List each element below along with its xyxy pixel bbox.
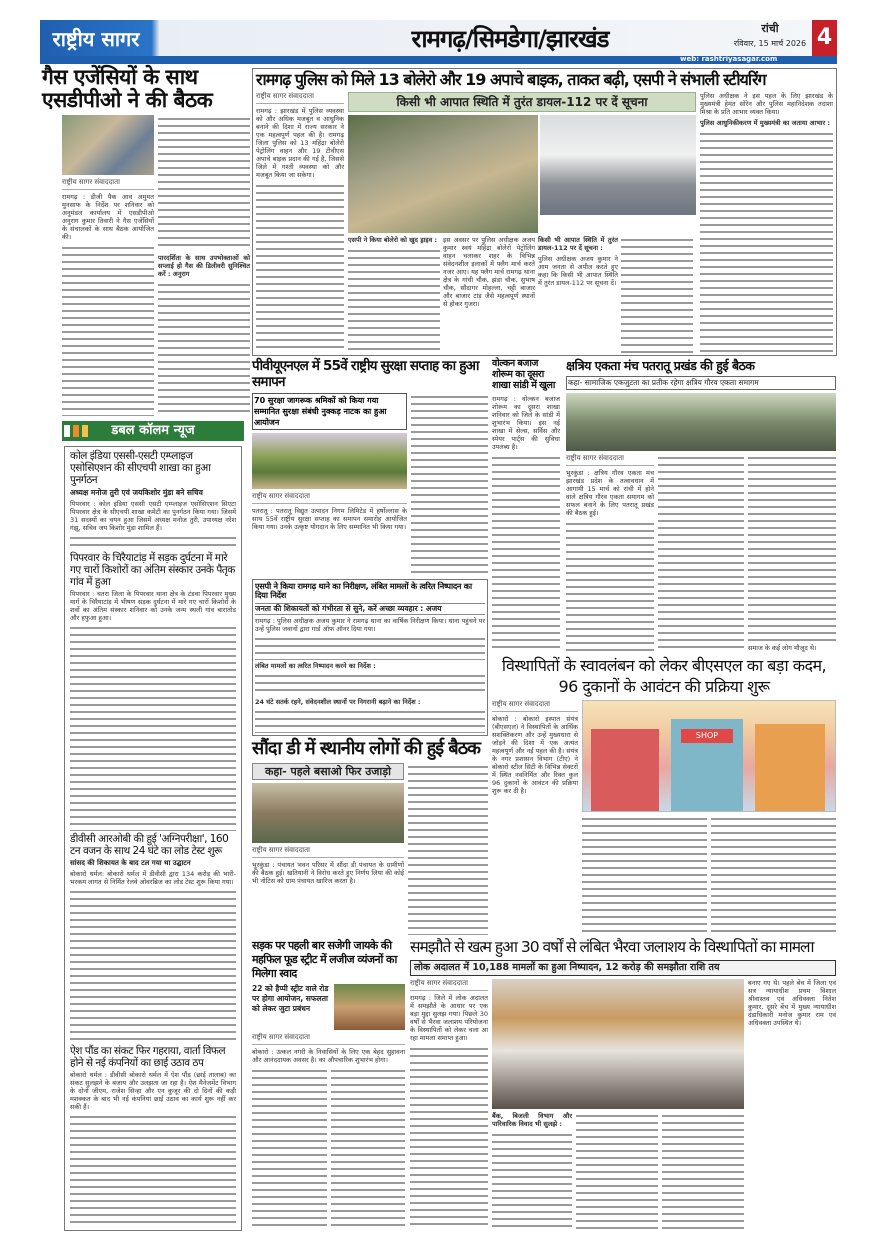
- byline: राष्ट्रीय सागर संवाददाता: [62, 178, 154, 190]
- text-block: [70, 534, 236, 550]
- text-block: [566, 520, 654, 652]
- lok-text-2: बनाए गए थे। पहले बेंच में जिला एवं सत्र न्यायाधीश प्रथम विशाल श्रीवास्तव एवं अधिवक्ता नितेश कुमार, दूसरे बेंच में मुख्य न्यायाधीश दंडाधिकारी मनोज कुमार राम एवं अधिवक्ता उपस्थित थे।: [748, 978, 836, 1027]
- text-block: [582, 815, 707, 935]
- text-block: [492, 1131, 572, 1230]
- lok-adalat-photo: [492, 979, 744, 1109]
- text-block: [255, 672, 485, 697]
- sp-subheading-3: 24 घंटे सतर्क रहने, संवेदनशील स्थानों पर निगरानी बढ़ाने का निर्देश :: [255, 698, 421, 707]
- gas-story: [42, 66, 250, 416]
- shops-illustration: [582, 700, 836, 812]
- shop-sign: SHOP: [681, 729, 733, 743]
- pvunl-headline: पीवीयूएनएल में 55वें राष्ट्रीय सुरक्षा सप्ताह का हुआ समापन: [252, 358, 479, 390]
- lok-banner: लोक अदालत में 10,188 मामलों का हुआ निष्पादन, 12 करोड़ की समझौता राशि तय: [410, 960, 836, 976]
- byline: राष्ट्रीय सागर संवाददाता: [410, 979, 488, 991]
- text-block: [658, 454, 744, 652]
- sounda-photo: [252, 783, 404, 843]
- text-block: [492, 454, 560, 651]
- sounda-headline: सौंदा डी में स्थानीय लोगों की हुई बैठक: [252, 738, 480, 759]
- text-block: [410, 1045, 488, 1230]
- text-block: [621, 236, 693, 353]
- text-block: [408, 763, 488, 935]
- bsl-headline: विस्थापितों के स्वावलंबन को लेकर बीएसएल का बड़ा कदम, 96 दुकानों के आवंटन की प्रक्रिया शुरू: [501, 656, 827, 696]
- newspaper-logo: राष्ट्रीय सागर: [52, 26, 140, 51]
- banner-stripe: [73, 425, 79, 437]
- byline: राष्ट्रीय सागर संवाददाता: [252, 492, 407, 504]
- text-block: [700, 130, 833, 353]
- rob-text: बोकारो थर्मल: बोकारो थर्मल में डीवीसी द्वारा 134 करोड़ की भारी-भरकम लागत से निर्मित रेलवे ओवरब्रिज का लोड टेस्ट शुरू किया गया।: [70, 869, 236, 886]
- rob-headline: डीवीसी आरओबी की हुई 'अग्निपरीक्षा', 160 टन वजन के साथ 24 घंटे का लोड टेस्ट शुरू: [70, 832, 229, 857]
- text-block: [70, 888, 236, 1043]
- ash-headline: ऐश पौंड का संकट फिर गहराया, वार्ता विफल होने से नई कंपनियों का छाई उठाव ठप: [70, 1044, 226, 1069]
- kshatriya-subheading: कहा- सामाजिक एकजुटता का प्रतीक रहेगा क्षत्रिय गौरव एकता समागम: [566, 376, 836, 390]
- section-title: रामगढ़/सिमडेगा/झारखंड: [411, 25, 609, 53]
- website-link[interactable]: web: rashtriyasagar.com: [680, 55, 778, 63]
- text-block: [256, 182, 344, 353]
- bsl-story: [492, 655, 836, 935]
- gas-meeting-photo: [62, 115, 154, 175]
- sounda-text: भुरकुंडा : पंचायत भवन परिसर में सौंदा डी पंचायत के ग्रामीणों की बैठक हुई। खतियानी ने विरोध करते हुए निर्णय लिया की कोई भी नोटिस को ग्राम पंचायत खारिज करता है।: [252, 860, 404, 885]
- text-block: [711, 815, 836, 935]
- top-text-1: रामगढ़ : झारखंड में पुलिस व्यवस्था को और अधिक मजबूत व आधुनिक बनाने की दिशा में राज्य सरकार ने एक महत्वपूर्ण पहल की है। रामगढ़ जिला पुलिस को 13 महिंद्रा बोलेरो पेट्रोलिंग वाहन और 19 टीवीएस अपाचे बाइक प्रदान की गई है, जिससे जिले में गश्ती व्यवस्था को और मजबूत किया जा सकेगा।: [256, 107, 344, 180]
- lok-headline: समझौते से खत्म हुआ 30 वर्षों से लंबित भैरवा जलाशय के विस्थापितों का मामला: [410, 938, 814, 956]
- gas-headline: गैस एजेंसियों के साथ एसडीपीओ ने की बैठक: [42, 65, 213, 113]
- top-text-2: इस अवसर पर पुलिस अधीक्षक अजय कुमार स्वयं महिंद्रा बोलेरो पेट्रोलिंग वाहन चलाकर शहर के विभिन्न संवेदनशील इलाकों में फ्लैग मार्च करते नजर आए। यह फ्लैग मार्च रामगढ़ थाना क्षेत्र के गांधी चौक, झंडा चौक, सुभाष चौक, सौदागर मोहल्ला, चट्टी बाजार और बाजार टांड़ जैसे महत्वपूर्ण स्थानों से होकर गुजरा।: [443, 236, 535, 309]
- rob-subheading: सांसद की शिकायत के बाद टल गया था उद्घाटन: [70, 858, 191, 867]
- byline: राष्ट्रीय सागर संवाददाता: [566, 454, 654, 466]
- lok-story: [410, 939, 836, 1230]
- banner-stripe: [64, 425, 70, 437]
- text-block: [662, 1112, 744, 1230]
- sp-text: रामगढ़ : पुलिस अधीक्षक अजय कुमार ने रामगढ़ थाना का वार्षिक निरीक्षण किया। थाना पहुंचने पर उन्हें पुलिस जवानों द्वारा गार्ड ऑफ ऑनर दिया गया।: [255, 616, 485, 633]
- gas-text: रामगढ़ : डीजी पैक आव अमुमत मुनसाफ के निर्देश पर शनिवार को अनुमंडल कार्यालय में एसडीपीओ अनुराग कुमार तिवारी ने गैस एजेंसियों के संचालकों के साथ बैठक आयोजित की।: [62, 193, 154, 242]
- text-block: [331, 1067, 406, 1230]
- accident-text: पिपरवार : चतरा जिला के पिपरवार थाना क्षेत्र के टंडवा पिपरवार मुख्य मार्ग के चिरैयाटांड़ में भीषण सड़क दुर्घटना में मारे गए चारों किशोरों के शवों का अंतिम संस्कार शनिवार को उनके जन्म स्थली गांव बारातोड और हफुआ हुआ।: [70, 590, 236, 623]
- sp-subheading: जनता की शिकायतों को गंभीरता से सुने, करें अच्छा व्यवहार : अजय: [255, 603, 485, 615]
- pvunl-text: पतरातू : पतरातू विद्युत उत्पादन निगम लिमिटेड में हर्षोल्लास के साथ 55वें राष्ट्रीय सुरक्षा सप्ताह का समापन समारोह आयोजित किया गया। उनके उत्कृष्ट योगदान के लिए सम्मानित भी किया गया।: [252, 507, 407, 532]
- coal-headline: कोल इंडिया एससी-एसटी एम्प्लाइज एसोसिएशन की सीएचपी शाखा का हुआ पुनर्गठन: [70, 450, 211, 487]
- text-block: [158, 281, 250, 416]
- top-sub1: एसपी ने किया बोलेरो को खुद ड्राइव :: [348, 236, 438, 245]
- sounda-story: [252, 739, 488, 935]
- top-sub2: किसी भी आपात स्थिति में तुरंत डायल-112 पर दें सूचना :: [538, 236, 618, 253]
- lok-subheading: बैंक, बिजली विभाग और पारिवारिक विवाद भी सुलझे :: [492, 1111, 572, 1128]
- text-block: [748, 454, 836, 641]
- text-block: [255, 708, 485, 733]
- food-headline: सड़क पर पहली बार सजेगी जायके की महफिल फूड स्ट्रीट में लजीज व्यंजनों का मिलेगा स्वाद: [252, 939, 397, 980]
- kshatriya-headline: क्षत्रिय एकता मंच पतरातू प्रखंड की हुई बैठक: [566, 358, 755, 373]
- coal-subheading: अध्यक्ष मनोज तुरी एवं जयकिशोर मुंडा बने सचिव: [70, 488, 203, 498]
- kshatriya-text: भुरकुंडा : क्षत्रिय गौरव एकता मंच झारखंड प्रदेश के तत्वावधान में आगामी 15 मार्च को रांची में होने वाले क्षत्रिय गौरव एकता समागम को सफल बनाने के लिए पतरातू प्रखंड की बैठक हुई।: [566, 469, 654, 518]
- byline: राष्ट्रीय सागर संवाददाता: [252, 846, 404, 858]
- edition-city: रांची: [761, 22, 779, 35]
- sp-driving-photo: [348, 115, 538, 233]
- double-column-banner: डबल कॉलम न्यूज: [62, 421, 244, 441]
- sp-inspection-box: [252, 579, 488, 736]
- text-block: [70, 624, 236, 831]
- byline: राष्ट्रीय सागर संवाददाता: [256, 92, 344, 104]
- top-banner: किसी भी आपात स्थिति में तुरंत डायल-112 पर दें सूचना: [348, 92, 696, 112]
- volcan-text: रामगढ़ : वोल्कन बजाज शोरूम का दूसरा शाखा शनिवार को जिले के सांडी में शुभारंभ किया। इस नई शाखा में सेल्स, सर्विस और स्पेयर पार्ट्स की सुविधा उपलब्ध है।: [492, 394, 560, 451]
- byline: राष्ट्रीय सागर संवाददाता: [492, 700, 578, 712]
- bsl-text: बोकारो : बोकारो इस्पात संयंत्र (बीएसएल) ने विस्थापितों के आर्थिक सशक्तिकरण और उन्हें मुख्यधारा से जोड़ने की दिशा में एक अत्यंत महत्वपूर्ण और नई पहल की है। संयंत्र के नगर प्रशासन विभाग (टीए) ने बोकारो स्टील सिटी के विभिन्न सेक्टरों में स्थित नवनिर्मित और रिक्त कुल 96 दुकानों के आवंटन की प्रक्रिया शुरू कर दी है।: [492, 715, 578, 795]
- food-subheading: 22 को हैप्पी स्ट्रीट वाले रोड पर होगा आयोजन, सफलता को लेकर जुटा प्रबंधन: [252, 984, 329, 1013]
- food-text: बोकारो : उत्कल नगरी के निवासियों के लिए एक बेहद सुहावना और आनंददायक अवसर है। का औपचारिक शुभारंभ होगा।: [252, 1048, 405, 1064]
- kshatriya-story: [566, 359, 836, 652]
- gas-subheading: पारदर्शिता के साथ उपभोक्ताओं को सप्लाई हो गैस की डिलीवरी सुनिश्चित करें : अनुराग: [158, 253, 250, 278]
- kshatriya-footer: समाज के कई लोग मौजूद थे।: [748, 644, 817, 652]
- top-headline: रामगढ़ पुलिस को मिले 13 बोलेरो और 19 अपाचे बाइक, ताकत बढ़ी, एसपी ने संभाली स्टीयरिंग: [256, 70, 766, 89]
- banner-stripe: [82, 425, 88, 437]
- top-sub3: पुलिस आधुनिकीकरण में मुख्यमंत्री का जताया आभार :: [700, 119, 830, 128]
- edition-date: रविवार, 15 मार्च 2026: [733, 39, 807, 48]
- pvunl-story: [252, 359, 488, 575]
- food-street-photo: [334, 984, 405, 1030]
- text-block: [411, 393, 488, 575]
- byline: राष्ट्रीय सागर संवाददाता: [252, 1033, 405, 1045]
- pvunl-photo: [252, 433, 407, 489]
- text-block: [255, 635, 485, 660]
- top-text-3: पुलिस अधीक्षक अजय कुमार ने आम जनता से अपील करते हुए कहा कि किसी भी आपात स्थिति में तुरंत डायल-112 पर सूचना दें।: [538, 255, 618, 288]
- text-block: [348, 247, 440, 353]
- police-vehicles-photo: [540, 115, 696, 215]
- text-block: [252, 1067, 327, 1230]
- accident-headline: पिपरवार के चिरैयाटांड़ में सड़क दुर्घटना में मारे गए चारों किशोरों का अंतिम संस्कार उनके पैतृक गांव में हुआ: [70, 551, 235, 588]
- food-story: [252, 939, 405, 1230]
- volcan-headline: वोल्कन बजाज शोरूम का दूसरा शाखा सांडी में खुला: [492, 358, 555, 391]
- ash-text: बोकारो थर्मल : डीवीसी बोकारो थर्मल में ऐश पौंड (छाई तालाब) का संकट सुलझने के बजाय और उलझता जा रहा है। ऐश मैनेजमेंट विभाग के दोनों जीएम, राजेश सिन्हा और एन कुजूर की दो दिनों की कड़ी मशक्कत के बाद भी नई कंपनियां छाई उठाव का कार्य शुरू नहीं कर सकी हैं।: [70, 1071, 236, 1112]
- volcan-story: [492, 359, 560, 651]
- text-block: [576, 1112, 658, 1230]
- top-text-4: पुलिस अधीक्षक ने इस पहल के लिए झारखंड के मुख्यमंत्री हेमंत सोरेन और पुलिस महानिदेशक तदाशा मिश्रा के प्रति आभार व्यक्त किया।: [700, 92, 833, 117]
- sounda-subheading: कहा- पहले बसाओ फिर उजाड़ो: [252, 763, 404, 780]
- text-block: [70, 1113, 236, 1227]
- sp-headline: एसपी ने किया रामगढ़ थाने का निरीक्षण, लंबित मामलों के त्वरित निष्पादन का दिया निर्देश: [255, 581, 472, 601]
- kshatriya-photo: [566, 393, 836, 451]
- lok-text: रामगढ़ : जिले में लोक अदालत में समझौते के आधार पर एक बड़ा मुद्दा सुलझ गया। पिछले 30 वर्षों से भैरवा जलाशय परियोजना के विस्थापितों को लेकर चला आ रहा मामला समाप्त हुआ।: [410, 993, 488, 1042]
- page-number: 4: [812, 20, 837, 56]
- pvunl-subheading: 70 सुरक्षा जागरूक श्रमिकों को किया गया सम्मानित सुरक्षा संबंधी नुक्कड़ नाटक का हुआ आयोजन: [252, 393, 407, 430]
- coal-text: पिपरवार : कोल इंडिया एससी एसटी एम्प्लाइज एसोसिएशन सिएटा पिपरवार क्षेत्र के सीएचपी शाखा कमेटी का पुनर्गठन किया गया। जिसमें 31 सदस्यों का चयन हुआ जिसमें अध्यक्ष मनोज तुरी, उपाध्यक्ष नरेश गंझू, सचिव जय किशोर मुंडा शामिल हैं।: [70, 500, 236, 533]
- sp-subheading-2: लंबित मामलों का त्वरित निष्पादन करने का निर्देश :: [255, 661, 376, 670]
- double-column-box: [64, 446, 242, 1231]
- text-block: [158, 115, 250, 250]
- text-block: [62, 244, 154, 416]
- top-story-box: [252, 68, 837, 356]
